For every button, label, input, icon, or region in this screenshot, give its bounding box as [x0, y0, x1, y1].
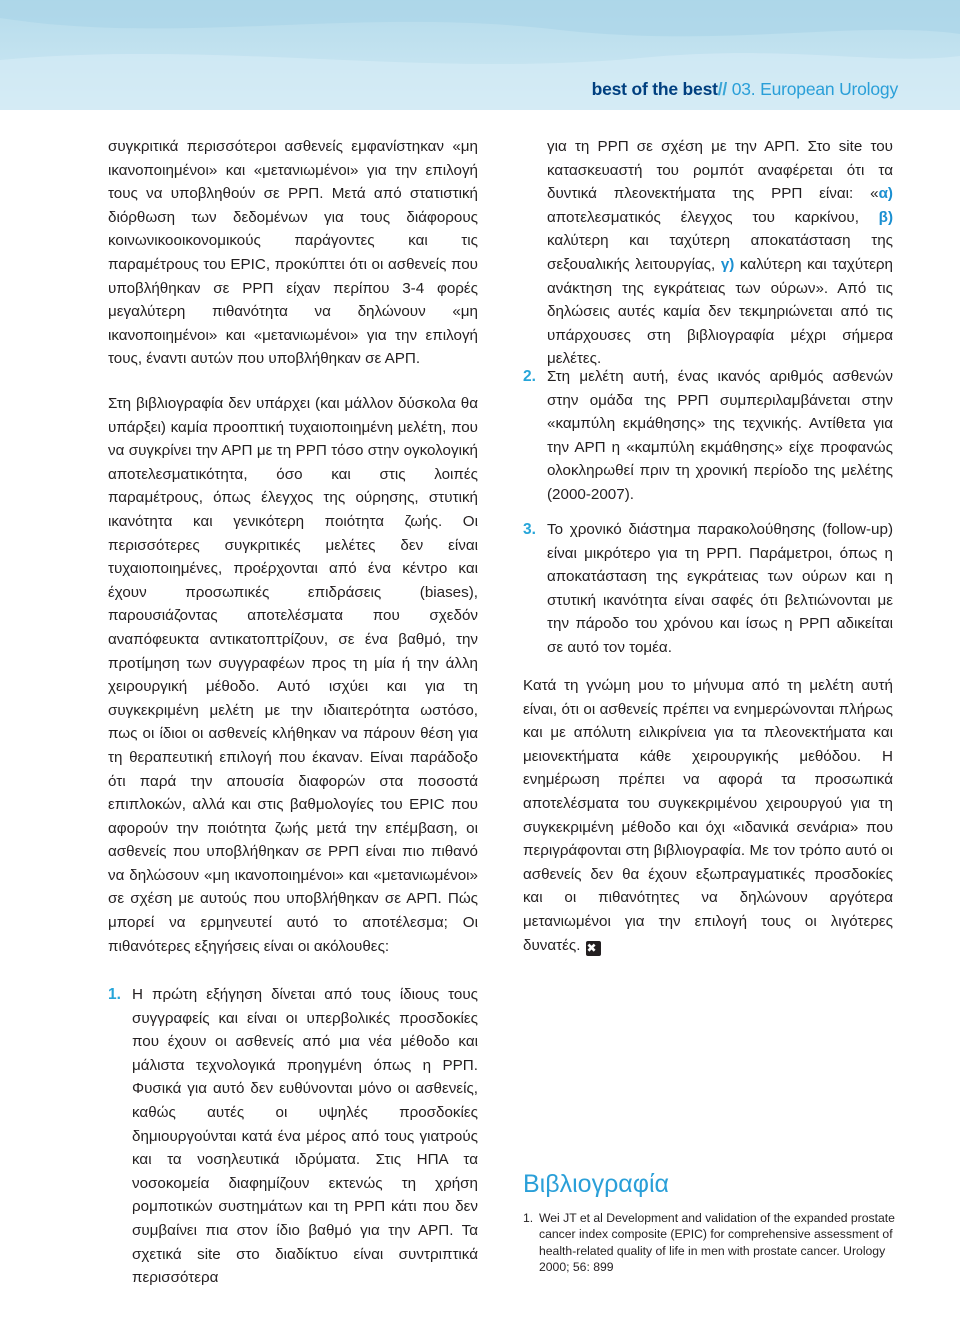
- title-section: 03. European Urology: [727, 79, 898, 99]
- list-text-1: Η πρώτη εξήγηση δίνεται από τους ίδιους τους συγγραφείς και είναι οι υπερβολικές προσδοκίες που έχουν οι ασθενείς από μια νέα μέθοδο και μάλιστα τεχνολογικά προηγμένη όπως η ΡΡΠ. Φυσικά για αυτό δεν ευθύνονται μόνο οι ασθενείς, καθώς αυτές οι υψηλές προσδοκίες δημιουργούνται κατά ένα μέρος από τους γιατρούς και τα νοσηλευτικά ιδρύματα. Στις ΗΠΑ τα νοσοκομεία διαφημίζουν εκτενώς τη χρήση ρομποτικών συστημάτων και τη ΡΡΠ κάτι που δεν συμβαίνει πια στον ίδιο βαθμό για την ΑΡΠ. Τα σχετικά site στο διαδίκτυο είναι συντριπτικά περισσότερα: [132, 986, 478, 1287]
- right-intro-paragraph: [547, 135, 893, 371]
- label-b: β): [878, 208, 893, 226]
- text-a: αποτελεσματικός έλεγχος του καρκίνου,: [547, 208, 879, 226]
- intro-pre: για τη ΡΡΠ σε σχέση με την ΑΡΠ. Στο site του κατασκευαστή του ρομπότ αναφέρεται ότι τα δυντικά πλεονεκτήματα της ΡΡΠ είναι: «: [547, 138, 893, 203]
- list-number-1: 1.: [108, 986, 121, 1003]
- left-paragraph-1: συγκριτικά περισσότεροι ασθενείς εμφανίστηκαν «μη ικανοποιημένοι» και «μετανιωμένοι» για την επιλογή τους να υποβληθούν σε ΡΡΠ. Μετά από στατιστική διόρθωση των δεδομένων για τους διάφορους κοινωνικοοικονομικούς παράγοντες και τις παραμέτρους του EPIC, προκύπτει ότι οι ασθενείς που υποβλήθηκαν σε ΡΡΠ είχαν περίπου 3-4 φορές μεγαλύτερη πιθανότητα να δηλώνουν «μη ικανοποιημένοι» και «μετανιωμένοι» για την επιλογή τους, έναντι αυτών που υποβλήθηκαν σε ΑΡΠ.: [108, 138, 478, 368]
- bibliography-entry-1: [523, 1210, 903, 1276]
- end-of-article-icon: ✖: [586, 941, 601, 956]
- header-banner: [0, 0, 960, 110]
- bibliography-number-1: 1.: [523, 1211, 534, 1225]
- left-paragraph-2: Στη βιβλιογραφία δεν υπάρχει (και μάλλον δύσκολα θα υπάρξει) καμία προοπτική τυχαιοποιημένη μελέτη, που να συγκρίνει την ΑΡΠ με τη ΡΡΠ τόσο στην ογκολογική αποτελεσματικότητα, όσο και στις λοιπές παραμέτρους, όπως έλεγχος της ούρησης, στυτική ικανότητα και γενικότερη ποιότητα ζωής. Οι περισσότερες συγκριτικές μελέτες δεν είναι τυχαιοποιημένες, προέρχονται από ένα κέντρο και έχουν προσωπικές επιδράσεις (biases), παρουσιάζοντας αποτελέσματα που σχεδόν αναπόφευκτα αντικατοπτρίζουν, σε ένα βαθμό, την προτίμηση των συγγραφέων προς τη μία ή την άλλη χειρουργική μέθοδο. Αυτό ισχύει και για τη συγκεκριμένη μελέτη με την ιδιαιτερότητα ωστόσο, πως οι ίδιοι οι ασθενείς κλήθηκαν να πάρουν θέση για τη θεραπευτική επιλογή που έκαναν. Είναι παράδοξο ότι παρά την απουσία διαφορών στα ποσοστά επιπλοκών, αλλά και στις βαθμολογίες του EPIC που αφορούν την ποιότητα ζωής μετά την επέμβαση, οι ασθενείς που υποβλήθηκαν σε ΡΡΠ είναι πιο πιθανό να δηλώσουν «μη ικανοποιημένοι» και «μετανιωμένοι» σε σχέση με αυτούς που υποβλήθηκαν σε ΑΡΠ. Πώς μπορεί να ερμηνευτεί αυτό το αποτέλεσμα; Οι πιθανότερες εξηγήσεις είναι οι ακόλουθες:: [108, 395, 478, 955]
- title-separator: //: [717, 79, 728, 99]
- bibliography-text-1: Wei JT et al Development and validation of the expanded prostate cancer index composite (EPIC) for comprehensive assessment of health-related quality of life in men with prostate cancer. Urology 2000; 56: 899: [539, 1211, 895, 1275]
- list-number-3: 3.: [523, 521, 536, 538]
- journal-section-title: [592, 79, 898, 100]
- conclusion-text: Κατά τη γνώμη μου το μήνυμα από τη μελέτη αυτή είναι, ότι οι ασθενείς πρέπει να ενημερώνονται πλήρως και με απόλυτη ειλικρίνεια για τα πλεονεκτήματα και μειονεκτήματα κάθε χειρουργικής μεθόδου. Η ενημέρωση πρέπει να αφορά τα προσωπικά αποτελέσματα του συγκεκριμένου χειρουργού για τη συγκεκριμένη μέθοδο και όχι «ιδανικά σενάρια» που περιγράφονται στη βιβλιογραφία. Με τον τρόπο αυτό οι ασθενείς δεν θα έχουν εξωπραγματικές προσδοκίες και οι πιθανότητες να δηλώνουν αργότερα μετανιωμένοι για την επιλογή τους οι λιγότερες δυνατές.: [523, 677, 893, 954]
- conclusion-paragraph: [523, 674, 893, 957]
- text-b: καλύτερη και ταχύτερη αποκατάσταση της σεξουαλικής λειτουργίας,: [547, 232, 893, 273]
- bibliography-title: Βιβλιογραφία: [523, 1170, 669, 1198]
- list-number-2: 2.: [523, 368, 536, 385]
- list-text-3: Το χρονικό διάστημα παρακολούθησης (follow-up) είναι μικρότερο για τη ΡΡΠ. Παράμετροι, όπως η αποκατάσταση της εγκράτειας των ούρων και η στυτική ικανότητα είναι σαφές ότι βελτιώνονται με την πάροδο του χρόνου και ίσως η ΡΡΠ αδικείται σε αυτό τον τομέα.: [547, 521, 893, 656]
- label-a: α): [878, 185, 893, 203]
- text-c: καλύτερη και ταχύτερη ανάκτηση της εγκράτειας των ούρων». Από τις δηλώσεις αυτές καμία δεν τεκμηριώνεται από τις υπάρχουσες στη βιβλιογραφία μέχρι σήμερα μελέτες.: [547, 255, 893, 368]
- title-best: best of the best: [591, 79, 718, 99]
- label-c: γ): [720, 255, 735, 273]
- list-text-2: Στη μελέτη αυτή, ένας ικανός αριθμός ασθενών στην ομάδα της ΡΡΠ συμπεριλαμβάνεται στην «καμπύλη εκμάθησης» της τεχνικής. Αντίθετα για την ΑΡΠ η «καμπύλη εκμάθησης» είχε προφανώς ολοκληρωθεί πριν τη χρονική περίοδο της μελέτης (2000-2007).: [547, 368, 893, 503]
